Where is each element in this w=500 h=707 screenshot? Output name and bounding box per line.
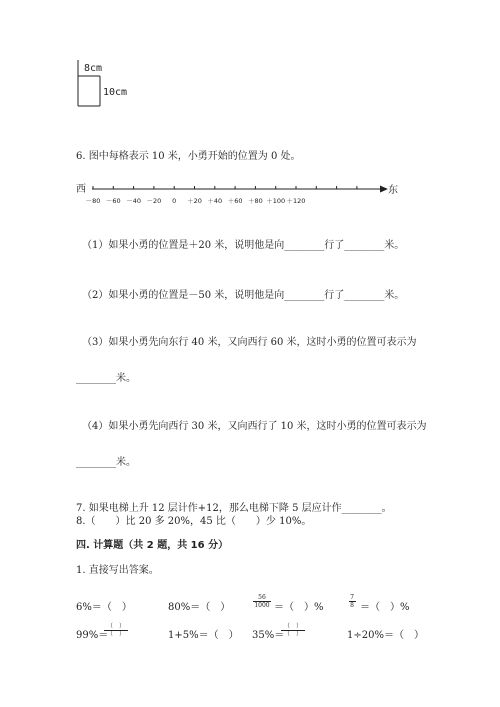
number-line-tick-label: －80 bbox=[85, 197, 101, 205]
q6-sub3: （3）如果小勇先向东行 40 米，又向西行 60 米，这时小勇的位置可表示为 bbox=[82, 337, 417, 348]
calc-r1c3-rest: ＝（ ）% bbox=[274, 602, 324, 613]
west-label: 西 bbox=[76, 184, 86, 195]
q6-sub4-blank: ________米。 bbox=[76, 457, 136, 468]
q8: 8.（ ）比 20 多 20%，45 比（ ）少 10%。 bbox=[76, 516, 312, 527]
calc-r2c1: 99%＝ bbox=[76, 630, 109, 641]
number-line-tick-label: ＋120 bbox=[286, 197, 306, 205]
figure-side-label: 10cm bbox=[103, 87, 128, 98]
calc-r1c2: 80%＝（ ） bbox=[168, 602, 231, 613]
q6-sub2: （2）如果小勇的位置是－50 米，说明他是向________行了________米。 bbox=[82, 290, 405, 301]
q6-sub3-blank: ________米。 bbox=[76, 373, 136, 384]
q6-stem: 6. 图中每格表示 10 米，小勇开始的位置为 0 处。 bbox=[76, 151, 301, 162]
number-line-tick-label: ＋20 bbox=[187, 197, 202, 205]
number-line-tick-label: ＋100 bbox=[266, 197, 286, 205]
calc-r1c1: 6%＝（ ） bbox=[76, 602, 132, 613]
number-line-tick-label: －40 bbox=[126, 197, 141, 205]
number-line-tick-label: 0 bbox=[172, 197, 177, 205]
number-line-tick-label: －60 bbox=[105, 197, 121, 205]
number-line-tick-label: ＋40 bbox=[207, 197, 223, 205]
calc-r2c4: 1÷20%＝（ ） bbox=[347, 630, 424, 641]
calc-r2c3-fraction: （ ） （ ） bbox=[280, 623, 306, 638]
calc-r2c2: 1+5%＝（ ） bbox=[168, 630, 239, 641]
q6-sub4: （4）如果小勇先向西行 30 米，又向西行了 10 米，这时小勇的位置可表示为 bbox=[82, 421, 427, 432]
calc-r2c3: 35%＝ bbox=[252, 630, 285, 641]
number-line-arrow bbox=[380, 186, 388, 193]
number-line-tick-label: ＋60 bbox=[227, 197, 243, 205]
q7: 7. 如果电梯上升 12 层计作+12，那么电梯下降 5 层应计作________。 bbox=[76, 503, 392, 514]
q6-sub1: （1）如果小勇的位置是＋20 米，说明他是向________行了________米。 bbox=[82, 240, 405, 251]
calc-r1c4-rest: ＝（ ）% bbox=[360, 602, 410, 613]
number-line-tick-label: ＋80 bbox=[248, 197, 263, 205]
number-line bbox=[76, 180, 390, 210]
calc-r2c1-fraction: （ ） （ ） bbox=[103, 623, 129, 638]
number-line-tick-label: －20 bbox=[146, 197, 162, 205]
fraction-7-8: 7 8 bbox=[350, 594, 354, 609]
figure-top-label: 8cm bbox=[84, 63, 103, 74]
calc-intro: 1. 直接写出答案。 bbox=[76, 565, 159, 576]
east-label: 东 bbox=[388, 185, 398, 196]
section-title: 四. 计算题（共 2 题，共 16 分） bbox=[76, 540, 229, 551]
fraction-56-1000: 56 1000 bbox=[254, 594, 270, 609]
